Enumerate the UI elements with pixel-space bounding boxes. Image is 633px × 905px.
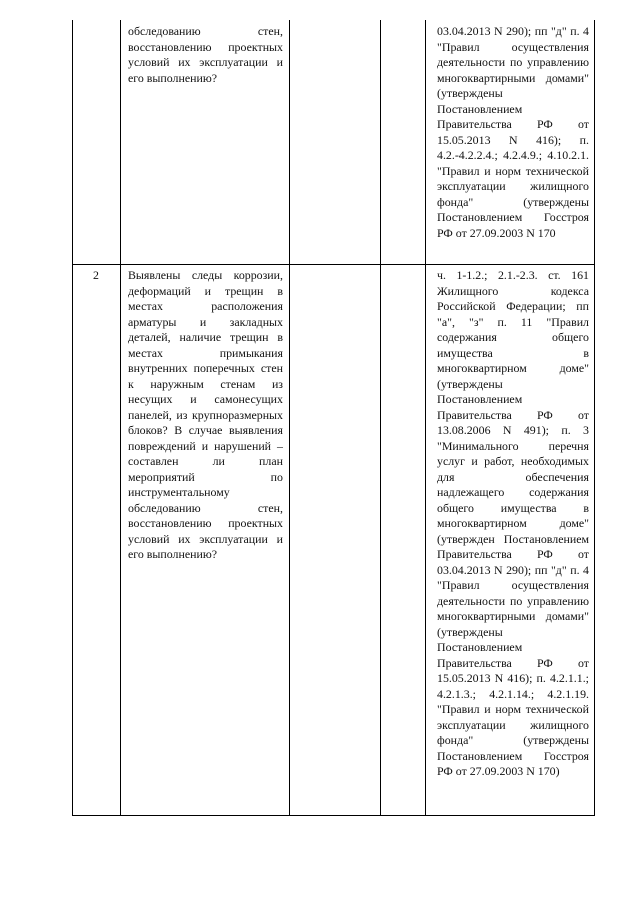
column-divider-2 bbox=[289, 20, 290, 816]
column-divider-3 bbox=[380, 20, 381, 816]
row-divider bbox=[72, 264, 595, 265]
table-row bbox=[128, 268, 283, 563]
column-divider-1 bbox=[120, 20, 121, 816]
table-border-left bbox=[72, 20, 73, 816]
row2-number: 2 bbox=[93, 268, 99, 282]
table-row bbox=[437, 268, 589, 780]
row1-question-text: обследованию стен, восстановлению проектных условий их эксплуатации и его выполнению? bbox=[128, 24, 283, 85]
table-row bbox=[437, 24, 589, 241]
row1-legal-basis-text: 03.04.2013 N 290); пп "д" п. 4 "Правил осуществления деятельности по управлению многоквартирными домами" (утверждены Постановлением Правительства РФ от 15.05.2013 N 416); п. 4.2.-4.2.2.4.; 4.2.4.9.; 4.10.2.1. "Правил и норм технической эксплуатации жилищного фонда" (утверждены Постановлением Госстроя РФ от 27.09.2003 N 170 bbox=[437, 24, 589, 240]
table-border-right bbox=[594, 20, 595, 816]
column-divider-4 bbox=[425, 20, 426, 816]
table-row bbox=[128, 24, 283, 86]
row2-legal-basis-text: ч. 1-1.2.; 2.1.-2.3. ст. 161 Жилищного кодекса Российской Федерации; пп "а", "з" п. 11 "Правил содержания общего имущества в многоквартирном доме" (утверждены Постановлением Правительства РФ от 13.08.2006 N 491); п. 3 "Минимального перечня услуг и работ, необходимых для обеспечения надлежащего содержания общего имущества в многоквартирном доме" (утвержден Постановлением Правительства РФ от 03.04.2013 N 290); пп "д" п. 4 "Правил осуществления деятельности по управлению многоквартирными домами" (утверждены Постановлением Правительства РФ от 15.05.2013 N 416); п. 4.2.1.1.; 4.2.1.3.; 4.2.1.14.; 4.2.1.19. "Правил и норм технической эксплуатации жилищного фонда" (утверждены Постановлением Госстроя РФ от 27.09.2003 N 170) bbox=[437, 268, 589, 778]
table-border-bottom bbox=[72, 815, 595, 816]
row2-question-text: Выявлены следы коррозии, деформаций и трещин в местах расположения арматуры и закладных деталей, наличие трещин в местах примыкания внутренних поперечных стен к наружным стенам из несущих и самонесущих панелей, из крупноразмерных блоков? В случае выявления повреждений и нарушений – составлен ли план мероприятий по инструментальному обследованию стен, восстановлению проектных условий их эксплуатации и его выполнению? bbox=[128, 268, 283, 561]
